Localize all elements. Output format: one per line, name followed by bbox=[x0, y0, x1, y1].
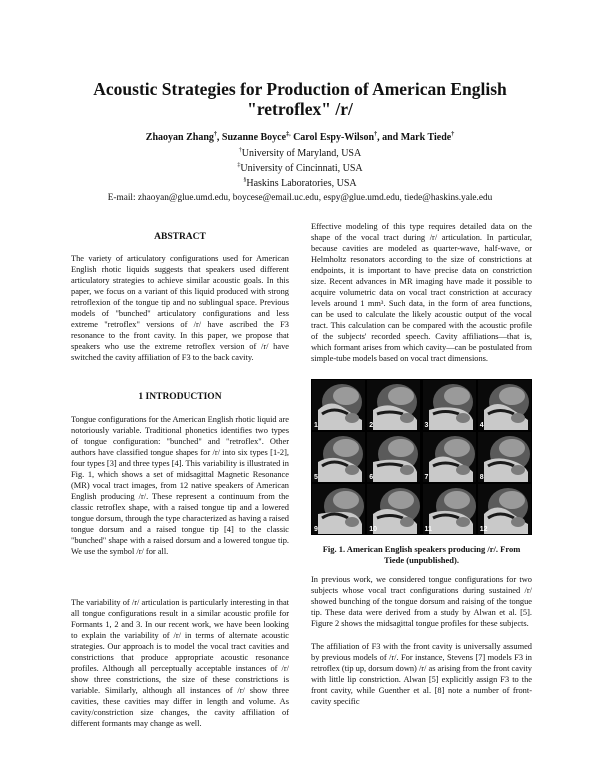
affiliation-mark: § bbox=[243, 177, 247, 184]
mri-panel bbox=[312, 484, 365, 534]
mri-shape bbox=[499, 387, 525, 405]
panel-number: 8 bbox=[479, 474, 484, 481]
mri-shape bbox=[499, 439, 525, 457]
author-name: Suzanne Boyce bbox=[221, 132, 287, 143]
mri-image bbox=[312, 380, 365, 430]
mri-shape bbox=[456, 413, 470, 423]
section-heading-introduction: 1 INTRODUCTION bbox=[138, 392, 222, 402]
mri-panel bbox=[367, 432, 420, 482]
abstract-heading: ABSTRACT bbox=[154, 232, 206, 242]
mri-shape bbox=[444, 439, 470, 457]
panel-number: 3 bbox=[424, 422, 429, 429]
mri-panel bbox=[423, 380, 476, 430]
body-paragraph: Effective modeling of this type requires detailed data on the shape of the vocal tract during /r/ articulation. In particular, because cavities are modeled as quarter-wave, half-wave, or Helmholtz resonators according to the size of constrictions at endpoints, it is important to have precise data on constriction size. Recent advances in MR imaging have made it possible to acquire volumetric data on vocal tract constriction at accuracy levels around 1 mm³. Such data, in the form of area functions, can be used to calculate the likely acoustic output of the vocal tract. This calculation can be compared with the acoustic profile of the subjects' recorded speech. Cavity affiliations—that is, which formant arises from which cavity—can be postulated from simple-tube models based on vocal tract dimensions. bbox=[311, 222, 532, 363]
intro-paragraph: Tongue configurations for the American English rhotic liquid are notoriously variable. Traditional phonetics identifies two types of tongue configuration: "bunched" and "retroflex". Other authors have classified tongue shapes for /r/ into six types [1-2], four types [3] and three types [4]. This variability is illustrated in Fig. 1, which shows a set of midsagittal Magnetic Resonance (MR) vocal tract images, from 12 native speakers of American English producing /r/. These represent a continuum from the classic retroflex shape, with a raised tongue tip and a lowered tongue dorsum, through the type characterized as having a raised tongue dorsum and a raised tongue tip [4] to the classic "bunched" shape with a raised dorsum and a lowered tongue tip. We use the symbol /r/ for all. bbox=[71, 415, 289, 556]
mri-panel bbox=[478, 380, 531, 430]
author-separator: , bbox=[216, 132, 222, 143]
panel-number: 10 bbox=[369, 526, 378, 533]
mri-panel bbox=[478, 484, 531, 534]
body-paragraph: The affiliation of F3 with the front cavity is universally assumed by previous models of /r/. For instance, Stevens [7] models F3 in retroflex (tip up, dorsum down) /r/ as arising from the front cavity with little lip constriction. Alwan [5] explicitly assign F3 to the front cavity, while Guenther et al. [8] note a number of front-cavity specific bbox=[311, 642, 532, 706]
mri-shape bbox=[333, 491, 359, 509]
mri-panel bbox=[367, 484, 420, 534]
mri-image bbox=[367, 380, 420, 430]
abstract-text: The variety of articulatory configurations used for American English rhotic liquids suggests that speakers used different articulatory strategies to achieve similar acoustic goals. In this paper, we focus on a variant of this liquid produced with strong retroflexion of the tongue tip and no sublingual space. Previous models of "bunched" articulatory configurations and less extreme "retroflex" versions of /r/ have ascribed the F3 resonance to the front cavity. In this paper, we propose that speakers who use the extreme retroflex version of /r/ have switched the cavity affiliation of F3 to the back cavity. bbox=[71, 254, 289, 362]
mri-shape bbox=[345, 413, 359, 423]
author-mark: † bbox=[213, 131, 217, 138]
affiliation bbox=[60, 147, 540, 160]
panel-number: 6 bbox=[369, 474, 374, 481]
body-paragraph: In previous work, we considered tongue configurations for two subjects whose vocal tract configurations during sustained /r/ showed bunching of the tongue dorsum and raising of the tongue tip. These data were derived from a study by Alwan et al. [5]. Figure 2 shows the midsagittal tongue profiles for these subjects. bbox=[311, 575, 532, 628]
caption-line-2: Tiede (unpublished). bbox=[384, 555, 459, 565]
affiliation bbox=[60, 177, 540, 190]
title-line-1: Acoustic Strategies for Production of American English bbox=[93, 79, 507, 99]
author-separator: , and bbox=[377, 132, 401, 143]
author-mark: ‡, bbox=[286, 131, 291, 138]
title-line-2: "retroflex" /r/ bbox=[247, 99, 353, 119]
mri-image bbox=[367, 432, 420, 482]
affiliation-text: University of Cincinnati, USA bbox=[240, 163, 363, 174]
mri-panel bbox=[478, 432, 531, 482]
author-mark: † bbox=[374, 131, 378, 138]
mri-shape bbox=[511, 465, 525, 475]
affiliation bbox=[60, 162, 540, 175]
panel-number: 2 bbox=[369, 422, 374, 429]
panel-number: 9 bbox=[314, 526, 318, 533]
mri-image bbox=[312, 484, 365, 534]
mri-shape bbox=[444, 491, 470, 509]
mri-shape bbox=[388, 387, 414, 405]
mri-shape bbox=[511, 413, 525, 423]
mri-panel bbox=[312, 380, 365, 430]
mri-panel bbox=[423, 432, 476, 482]
panel-number: 12 bbox=[479, 526, 488, 533]
mri-panel bbox=[423, 484, 476, 534]
author-name: Mark Tiede bbox=[400, 132, 452, 143]
intro-paragraph: The variability of /r/ articulation is particularly interesting in that all tongue configurations result in a similar acoustic profile for Formants 1, 2 and 3. In our recent work, we have been looking to explain the variability of /r/ in terms of alternate acoustic strategies. Our approach is to model the vocal tract cavities and constrictions that produce appropriate acoustic resonance profiles. Although all perceptually acceptable instances of /r/ show three constrictions, the size of these constrictions is variable. Similarly, although all instances of /r/ show three cavities, these cavities may differ in length and volume. As cavity/constriction size changes, the cavity affiliation of different formants may change as well. bbox=[71, 598, 289, 728]
mri-shape bbox=[456, 465, 470, 475]
panel-number: 1 bbox=[314, 422, 318, 429]
mri-panel bbox=[312, 432, 365, 482]
mri-image bbox=[478, 432, 531, 482]
mri-image bbox=[423, 380, 476, 430]
mri-shape bbox=[400, 465, 414, 475]
panel-number: 4 bbox=[479, 422, 484, 429]
mri-shape bbox=[444, 387, 470, 405]
mri-shape bbox=[388, 491, 414, 509]
mri-shape bbox=[400, 413, 414, 423]
mri-image bbox=[478, 380, 531, 430]
mri-figure bbox=[311, 379, 532, 535]
affiliation-mark: ‡ bbox=[237, 162, 241, 169]
mri-shape bbox=[345, 465, 359, 475]
mri-shape bbox=[511, 517, 525, 527]
mri-shape bbox=[388, 439, 414, 457]
mri-image bbox=[312, 432, 365, 482]
paper-title bbox=[60, 79, 540, 119]
mri-image bbox=[423, 432, 476, 482]
mri-shape bbox=[345, 517, 359, 527]
figure-caption bbox=[311, 544, 532, 566]
affiliation-mark: † bbox=[238, 147, 242, 154]
mri-shape bbox=[333, 387, 359, 405]
author-name: Carol Espy-Wilson bbox=[293, 132, 375, 143]
mri-shape bbox=[333, 439, 359, 457]
author-list bbox=[60, 131, 540, 144]
affiliation-text: University of Maryland, USA bbox=[241, 148, 362, 159]
mri-shape bbox=[499, 491, 525, 509]
author-name: Zhaoyan Zhang bbox=[145, 132, 214, 143]
caption-line-1: Fig. 1. American English speakers producing /r/. From bbox=[322, 544, 521, 554]
panel-number: 7 bbox=[424, 474, 429, 481]
author-mark: † bbox=[451, 131, 455, 138]
mri-panel bbox=[367, 380, 420, 430]
mri-shape bbox=[400, 517, 414, 527]
affiliation-text: Haskins Laboratories, USA bbox=[246, 178, 357, 189]
author-emails: E-mail: zhaoyan@glue.umd.edu, boycese@email.uc.edu, espy@glue.umd.edu, tiede@haskins.yale.edu bbox=[107, 193, 493, 203]
panel-number: 11 bbox=[424, 526, 432, 533]
mri-shape bbox=[456, 517, 470, 527]
panel-number: 5 bbox=[314, 474, 318, 481]
